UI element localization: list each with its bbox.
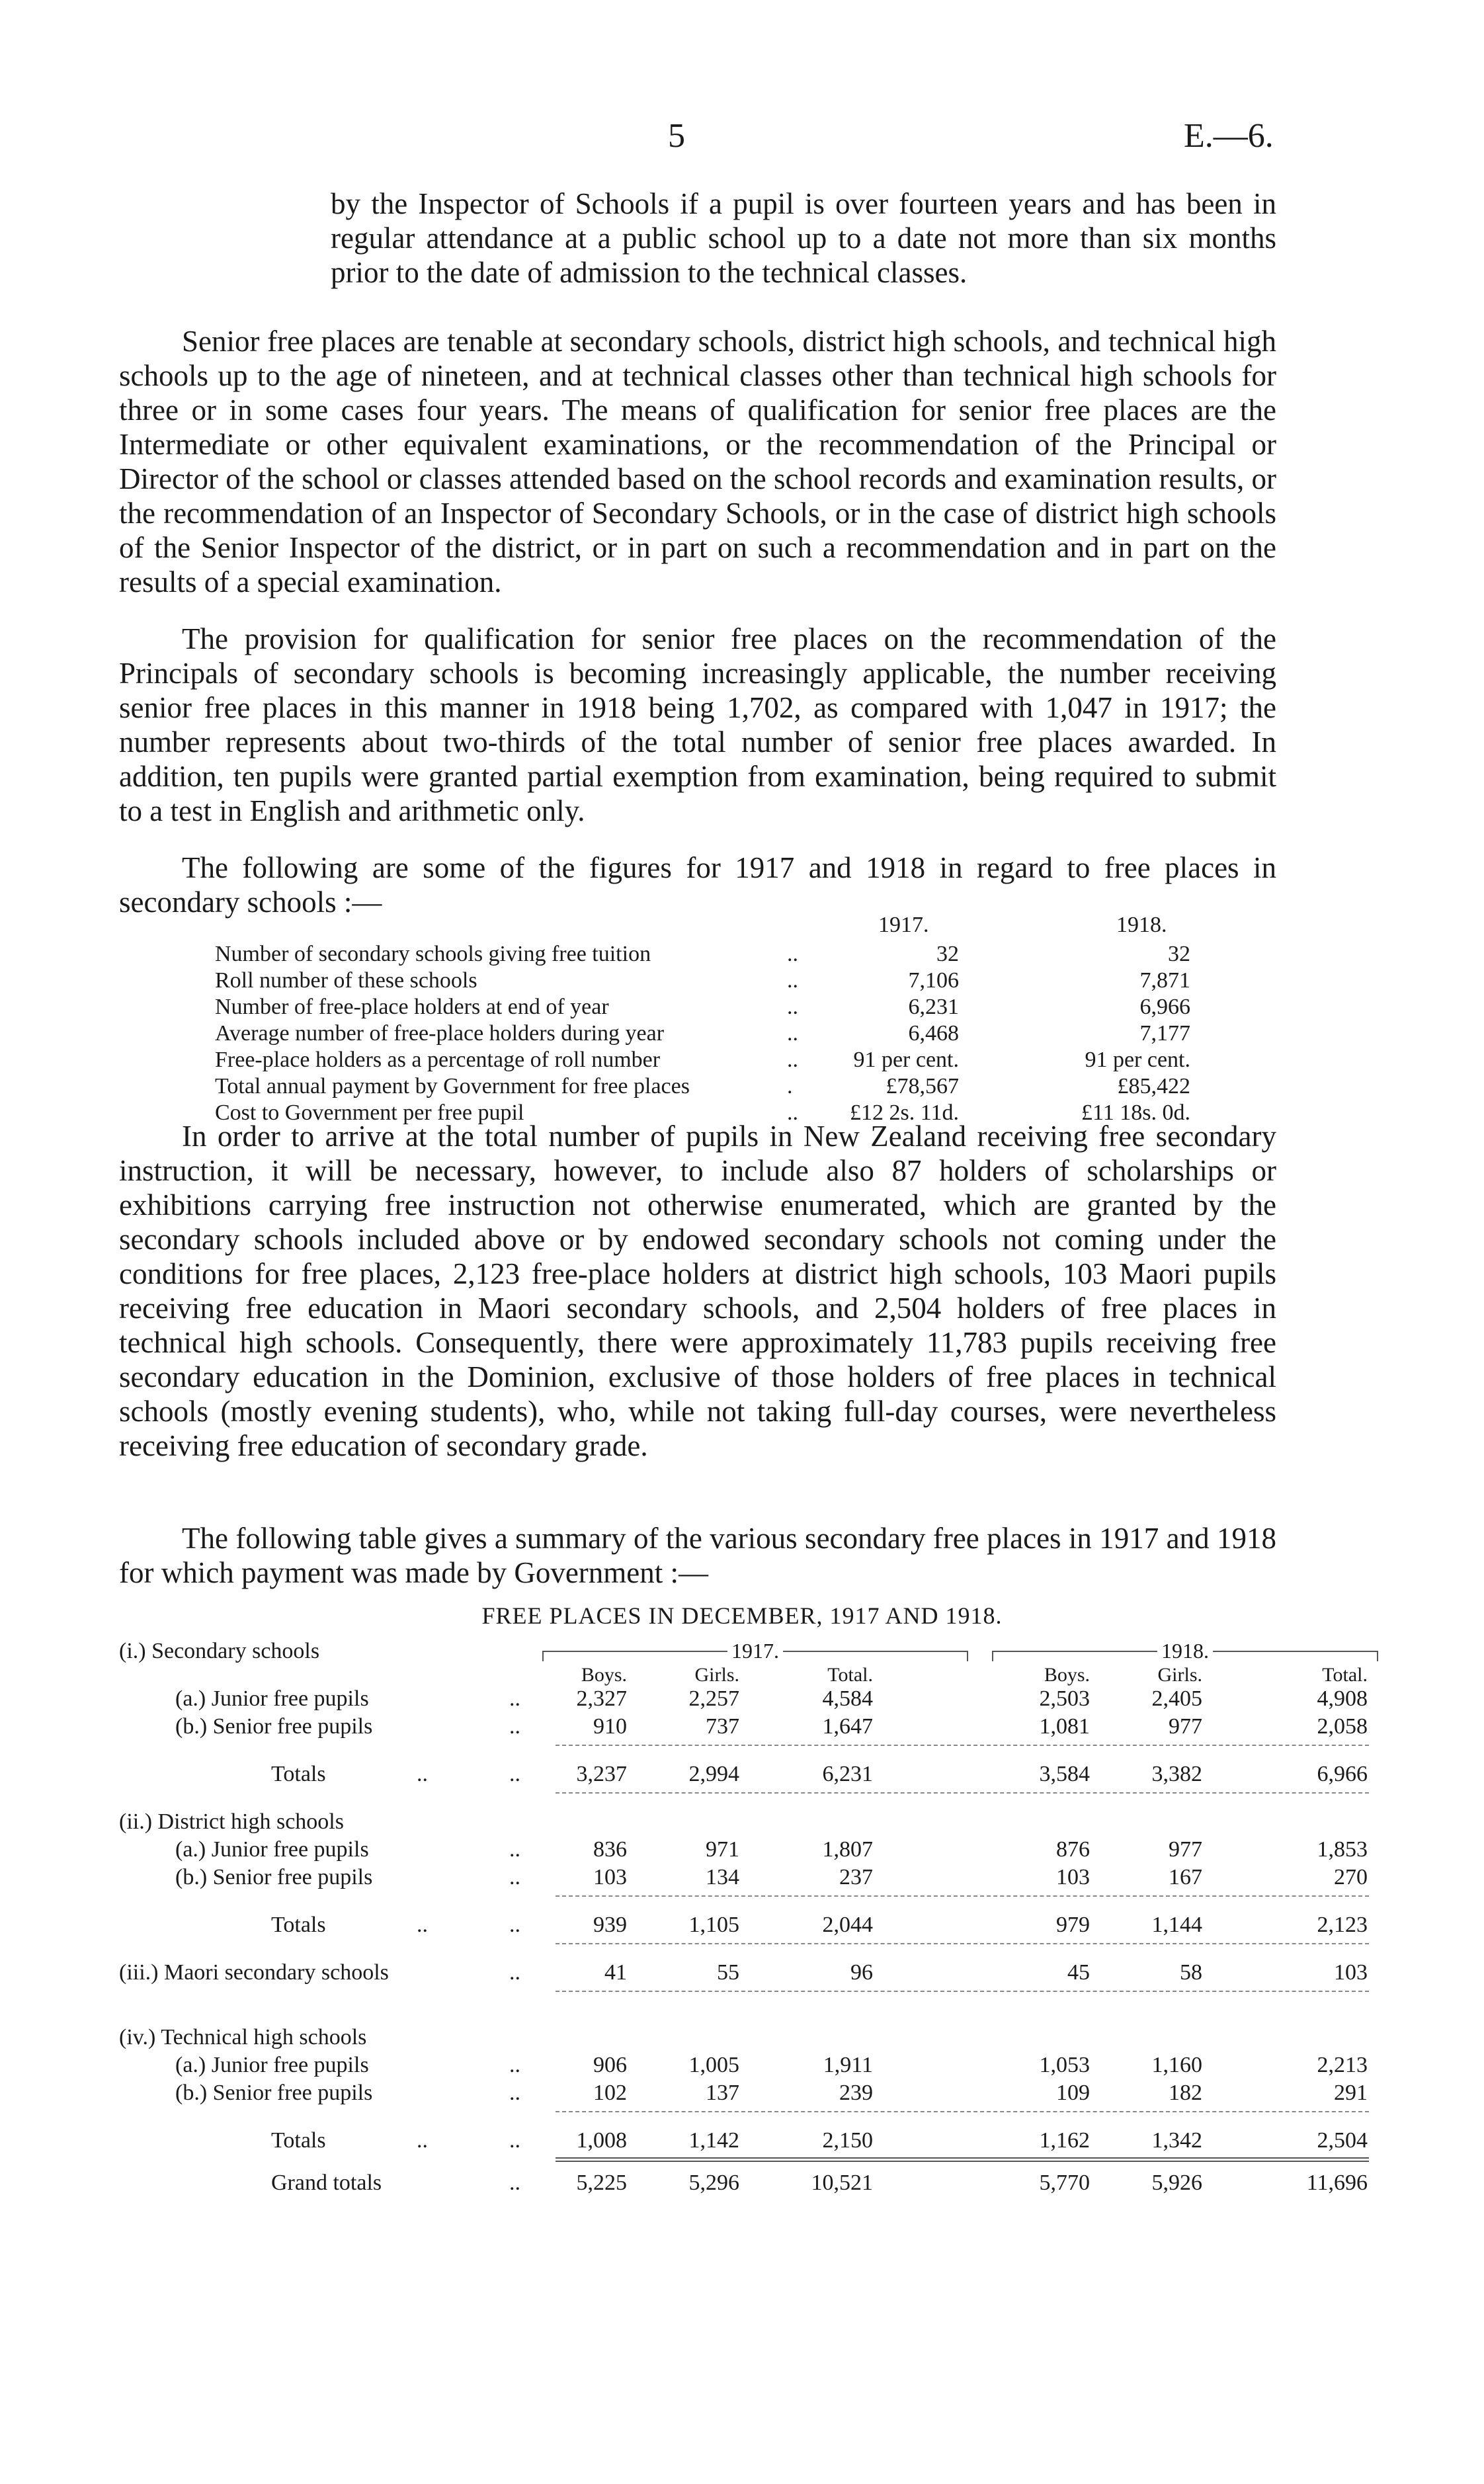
paragraph-5: The following table gives a summary of the various secondary free places in 1917 and 1918 for which payment was made by Government :—: [119, 1522, 1276, 1589]
stats-row: Free-place holders as a percentage of roll number .. 91 per cent. 91 per cent.: [215, 1048, 1190, 1072]
stats-row: Average number of free-place holders during year .. 6,468 7,177: [215, 1021, 1190, 1046]
year-1917-header: 1917.: [727, 1639, 783, 1663]
free-places-table-title: FREE PLACES IN DECEMBER, 1917 AND 1918.: [481, 1602, 1003, 1629]
free-places-stats: [215, 913, 1280, 1127]
grand-totals-row: Grand totals .. 5,225 5,296 10,521 5,770 5,926 11,696: [271, 2171, 1368, 2195]
year-group-header: [119, 1639, 1283, 1664]
table-row: (b.) Senior free pupils .. 910 737 1,647 1,081 977 2,058: [175, 1714, 1368, 1739]
year-1918-header: 1918.: [1157, 1639, 1213, 1663]
stats-row: Total annual payment by Government for free places . £78,567 £85,422: [215, 1074, 1190, 1098]
table-row: (a.) Junior free pupils .. 906 1,005 1,911 1,053 1,160 2,213: [175, 2053, 1368, 2077]
totals-row: Totals .. .. 3,237 2,994 6,231 3,584 3,382 6,966: [271, 1762, 1368, 1786]
paragraph-4: In order to arrive at the total number of pupils in New Zealand receiving free secondary instruction, it will be necessary, however, to include also 87 holders of scholarships or exhibitions carrying free instruction not otherwise enumerated, which are granted by the secondary schools included above or by endowed secondary schools not coming under the conditions for free places, 2,123 free-place holders at district high schools, 103 Maori pupils receiving free education in Maori secondary schools, and 2,504 holders of free places in technical high schools. Consequently, there were approximately 11,783 pupils receiving free secondary education in the Dominion, exclusive of those holders of free places in technical schools (mostly evening students), who, while not taking full-day courses, were nevertheless receiving free education of secondary grade.: [119, 1120, 1276, 1462]
paragraph-0: by the Inspector of Schools if a pupil is over fourteen years and has been in regular attendance at a public school up to a date not more than six months prior to the date of admission to the technical classes.: [331, 187, 1276, 289]
table-row: (a.) Junior free pupils .. 836 971 1,807 876 977 1,853: [175, 1837, 1368, 1862]
table-row: (iii.) Maori secondary schools .. 41 55 96 45 58 103: [119, 1960, 1368, 1985]
totals-row: Totals .. .. 939 1,105 2,044 979 1,144 2,123: [271, 1913, 1368, 1937]
column-header-row: Boys. Girls. Total. Boys. Girls. Total.: [581, 1664, 1368, 1686]
section-label: (i.) Secondary schools: [119, 1639, 320, 1663]
table-row: (b.) Senior free pupils .. 102 137 239 109 182 291: [175, 2081, 1368, 2105]
free-places-table: [119, 1639, 1368, 2198]
section-label: (iv.) Technical high schools: [119, 2025, 367, 2049]
stats-row: Roll number of these schools .. 7,106 7,871: [215, 968, 1190, 993]
page-code: E.—6.: [1184, 117, 1274, 155]
stats-row: Cost to Government per free pupil .. £12 2s. 11d. £11 18s. 0d.: [215, 1100, 1190, 1125]
stats-year-1917: 1917.: [878, 913, 929, 937]
stats-row: Number of free-place holders at end of year .. 6,231 6,966: [215, 995, 1190, 1019]
paragraph-2: The provision for qualification for senior free places on the recommendation of the Principals of secondary schools is becoming increasingly applicable, the number receiving senior free places in this manner in 1918 being 1,702, as compared with 1,047 in 1917; the number represents about two-thirds of the total number of senior free places awarded. In addition, ten pupils were granted partial exemption from examination, being required to submit to a test in English and arithmetic only.: [119, 622, 1276, 827]
table-row: (b.) Senior free pupils .. 103 134 237 103 167 270: [175, 1865, 1368, 1889]
paragraph-1: Senior free places are tenable at secondary schools, district high schools, and technical high schools up to the age of nineteen, and at technical classes other than technical high schools for three or in some cases four years. The means of qualification for senior free places are the Intermediate or other equivalent examinations, or the recommendation of the Principal or Director of the school or classes attended based on the school records and examination results, or the recommendation of an Inspector of Secondary Schools, or in the case of district high schools of the Senior Inspector of the district, or in part on such a recommendation and in part on the results of a special examination.: [119, 325, 1276, 599]
section-label: (ii.) District high schools: [119, 1809, 344, 1834]
stats-row: Number of secondary schools giving free tuition .. 32 32: [215, 942, 1190, 966]
stats-year-1918: 1918.: [1116, 913, 1167, 937]
totals-row: Totals .. .. 1,008 1,142 2,150 1,162 1,342 2,504: [271, 2128, 1368, 2153]
page-number: 5: [668, 117, 685, 155]
paragraph-3: The following are some of the figures for 1917 and 1918 in regard to free places in secondary schools :—: [119, 851, 1276, 919]
table-row: (a.) Junior free pupils .. 2,327 2,257 4,584 2,503 2,405 4,908: [175, 1686, 1368, 1711]
